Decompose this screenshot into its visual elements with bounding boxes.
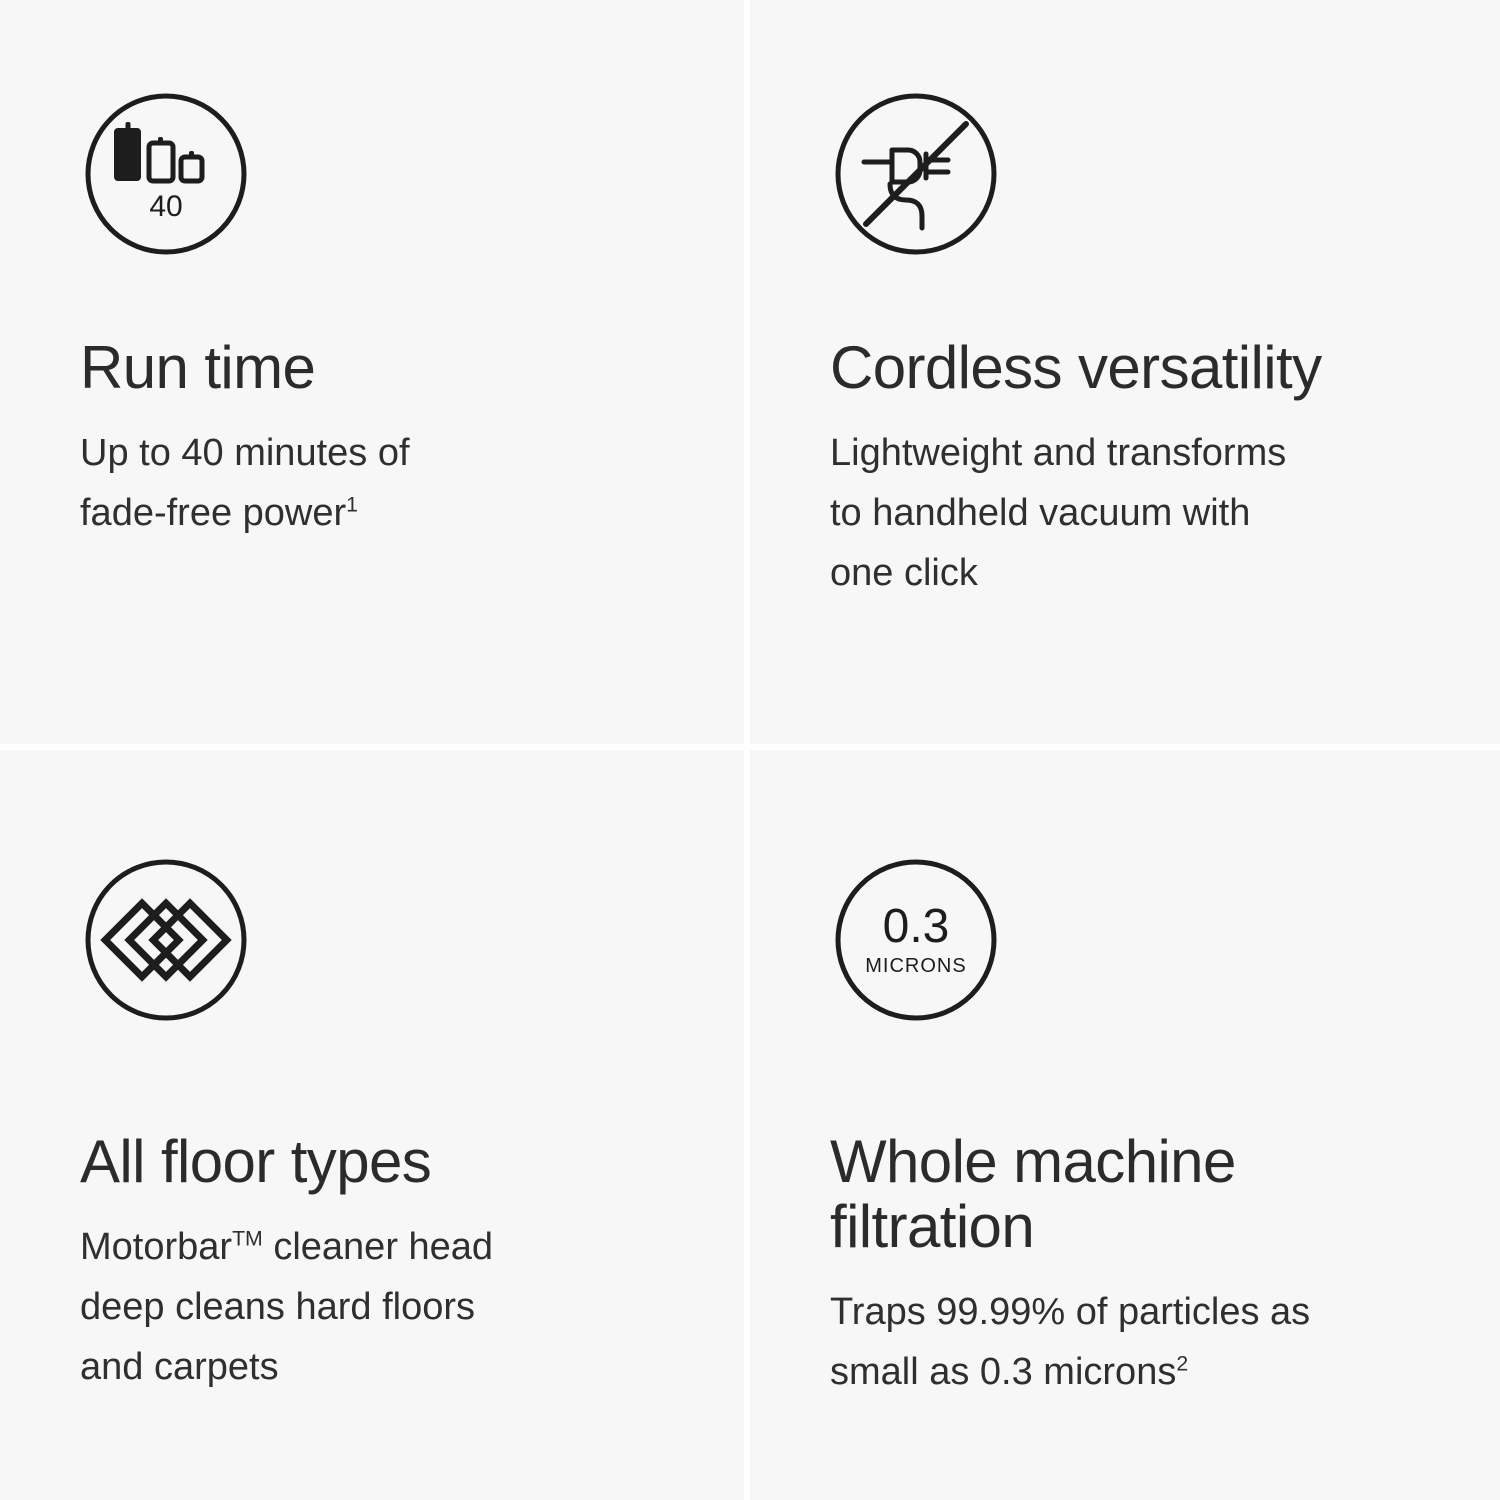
trademark-mark: TM [232,1226,263,1251]
desc-line-3: one click [830,551,978,594]
svg-text:MICRONS: MICRONS [865,955,967,977]
panel-title-line-2: filtration [830,1192,1035,1260]
battery-40-icon [80,88,252,260]
panel-title: Cordless versatility [830,334,1322,401]
panel-title-line-1: Whole machine [830,1128,1236,1195]
desc-line-2: small as 0.3 microns [830,1350,1177,1393]
microns-0-3-icon [830,854,1002,1026]
desc-line-1: Up to 40 minutes of [80,431,410,474]
footnote-marker: 2 [1176,1350,1189,1375]
desc-line-3: and carpets [80,1345,279,1388]
feature-panel-cordless-versatility [750,0,1500,750]
feature-panel-whole-machine-filtration [750,750,1500,1500]
panel-title: Run time [80,334,316,401]
no-cord-plug-icon [830,88,1002,260]
feature-panel-all-floor-types [0,750,750,1500]
panel-title: All floor types [80,1128,432,1195]
footnote-marker: 1 [346,492,358,517]
feature-panel-run-time [0,0,750,750]
brand-name: Motorbar [80,1225,233,1268]
panel-description [80,423,660,543]
desc-line-2: fade-free power [80,491,347,534]
panel-description [80,1217,660,1397]
desc-line-1 [80,1226,493,1268]
desc-line-1: Lightweight and transforms [830,431,1287,474]
panel-title [830,1130,1420,1260]
desc-line-2: to handheld vacuum with [830,491,1251,534]
desc-line-1: Traps 99.99% of particles as [830,1290,1311,1333]
desc-line-1-rest: cleaner head [262,1225,494,1268]
panel-description [830,423,1410,603]
svg-text:40: 40 [149,190,183,223]
svg-text:0.3: 0.3 [882,900,950,953]
desc-line-2: deep cleans hard floors [80,1285,476,1328]
interlocking-diamonds-icon [80,854,252,1026]
panel-description [830,1282,1410,1402]
